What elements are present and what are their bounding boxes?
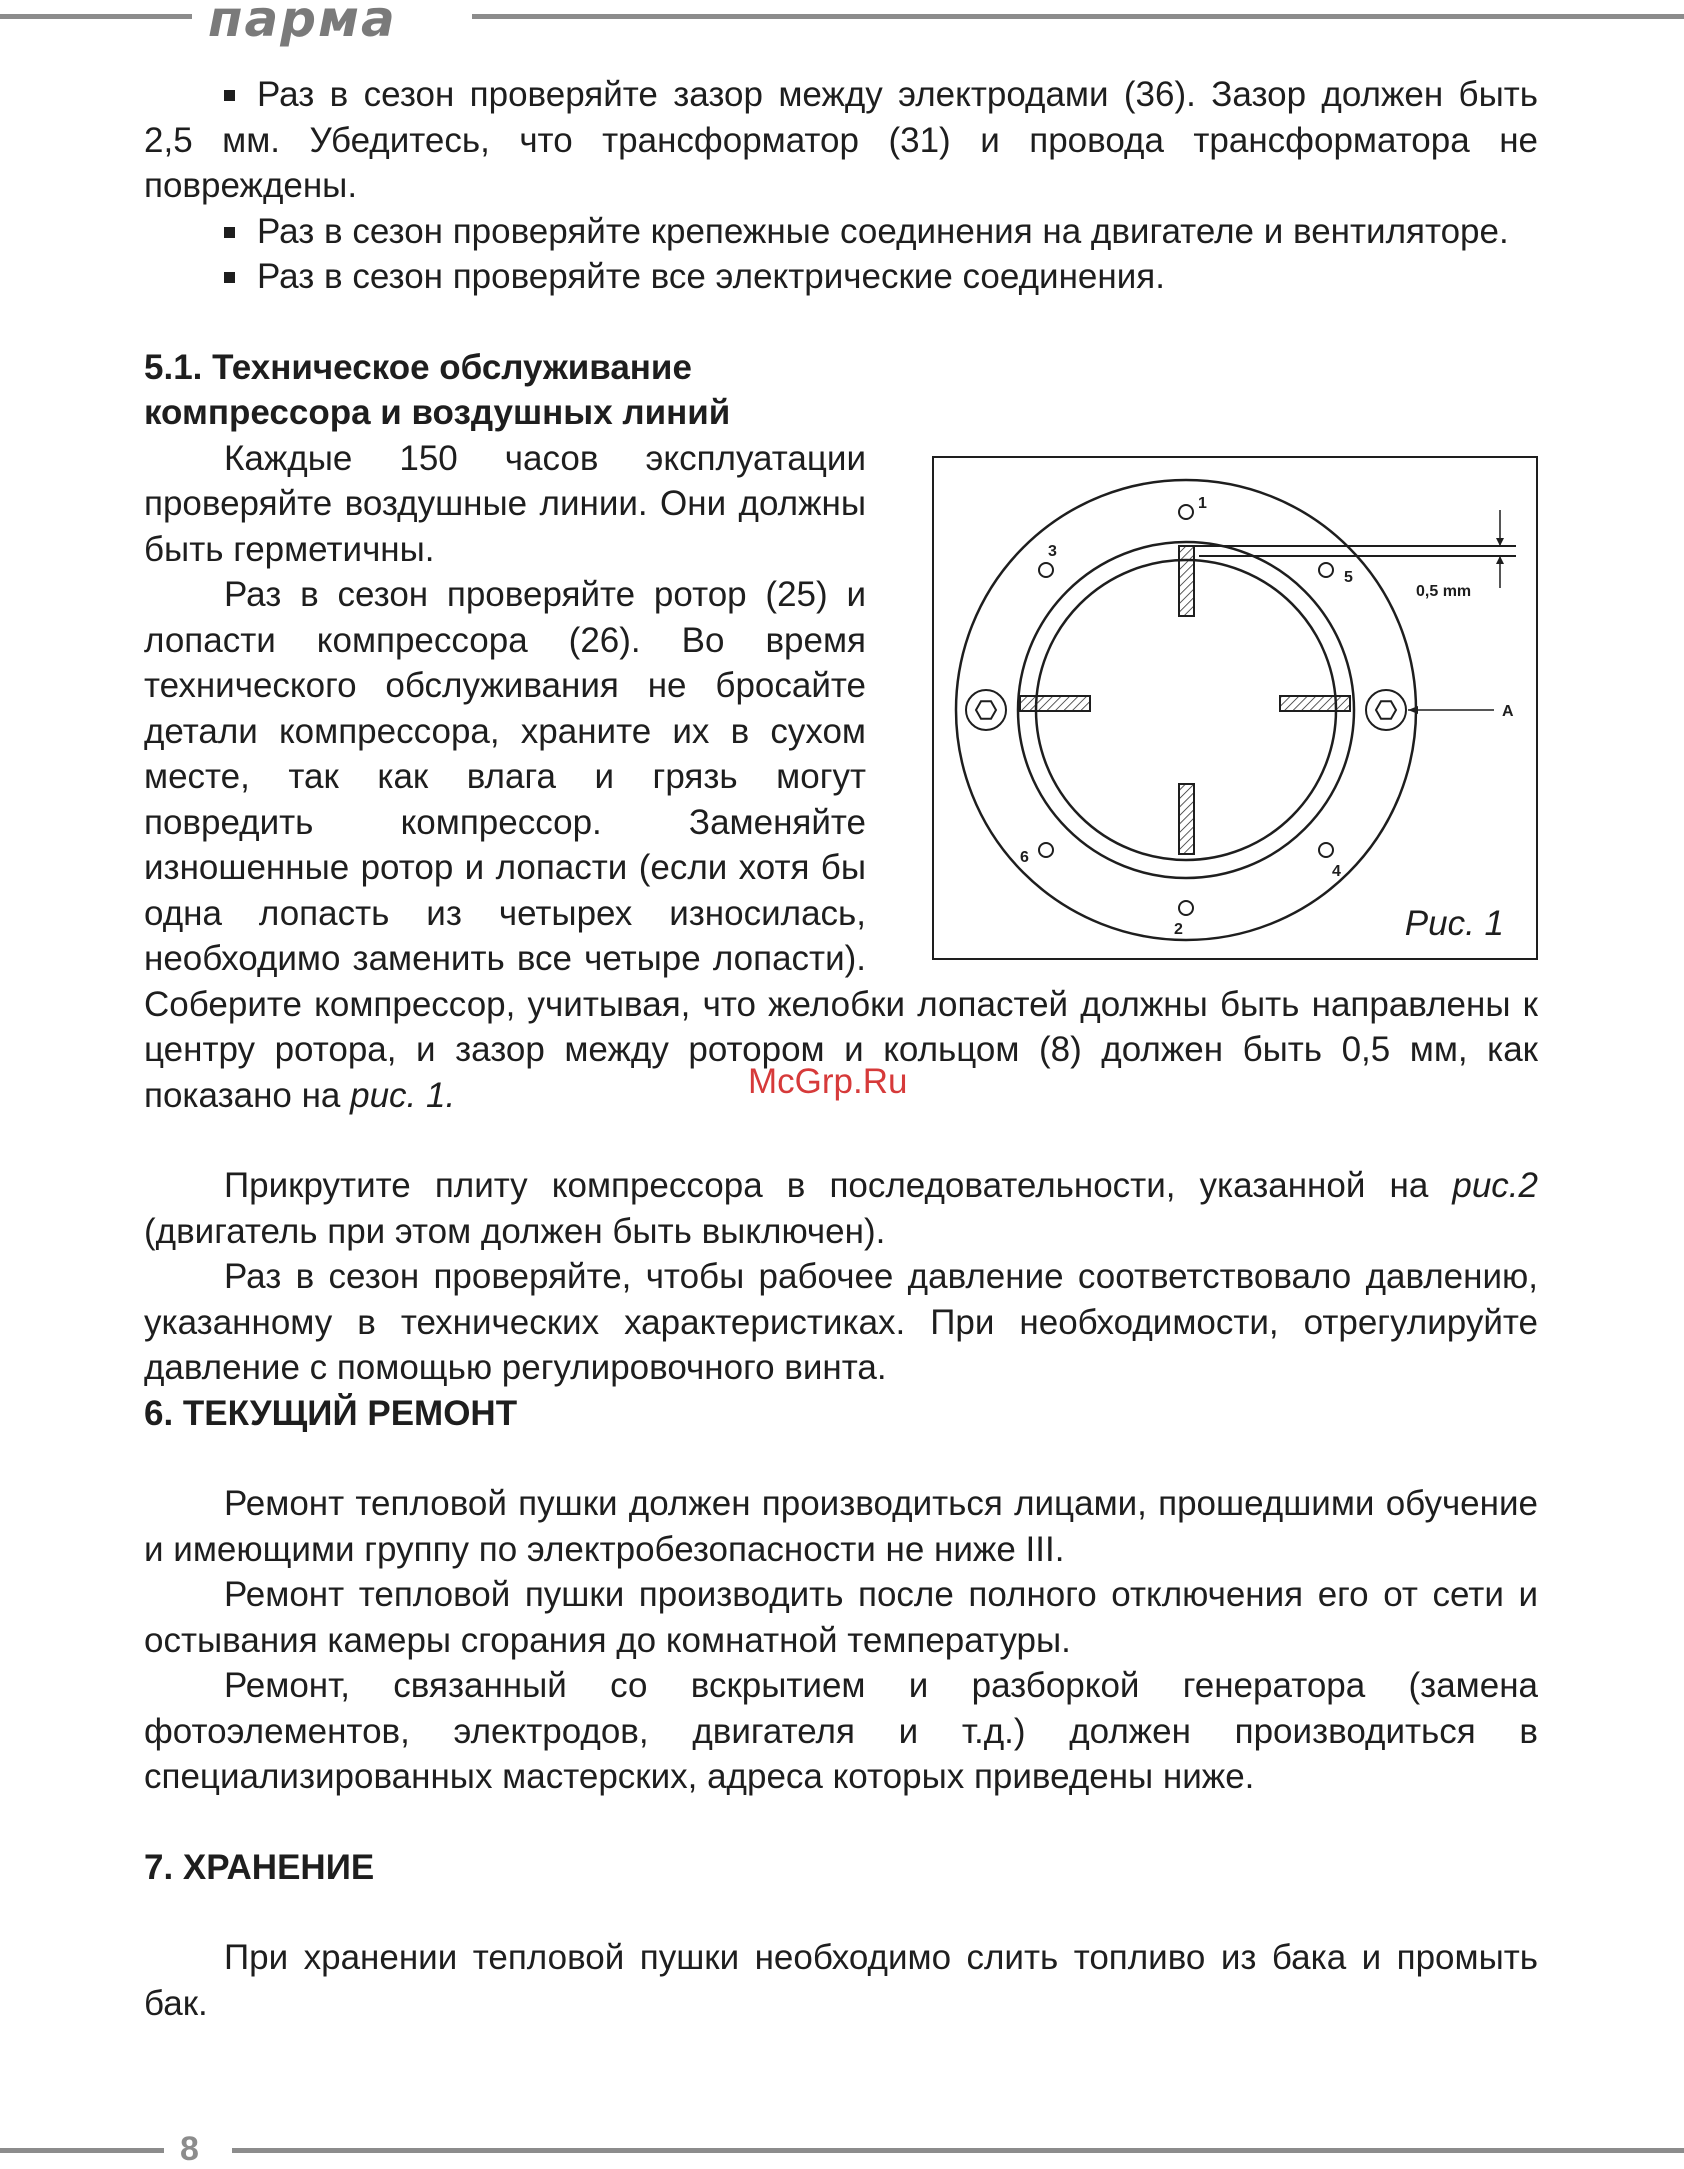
footer-rule-right [232,2148,1684,2153]
bullet-item [144,72,1538,209]
blade-top [1179,546,1194,616]
section-heading-5-1 [144,345,1538,436]
paragraph-text: (двигатель при этом должен быть выключен). [144,1211,886,1251]
hole-6 [1039,843,1053,857]
hole-5 [1319,563,1333,577]
bullet-text: Раз в сезон проверяйте крепежные соединения на двигателе и вентиляторе. [257,211,1509,251]
bolt-left-hex [976,701,996,718]
blade-bottom [1179,784,1194,854]
hole-label: 2 [1174,920,1183,938]
figure-reference: рис.2 [1452,1166,1538,1205]
hole-1 [1179,505,1193,519]
paragraph: Ремонт тепловой пушки должен производиться лицами, прошедшими обучение и имеющими группу по электробезопасности не ниже III. [144,1484,1538,1569]
pointer-label: A [1502,702,1514,720]
bullet-item [144,254,1538,300]
bolt-left [966,690,1006,730]
paragraph: Ремонт тепловой пушки производить после полного отключения его от сети и остывания камеры сгорания до комнатной температуры. [144,1575,1538,1660]
figure-reference: рис. 1. [350,1075,456,1115]
bullet-marker [224,272,235,283]
hole-label: 4 [1332,862,1341,880]
header-rule-right [472,14,1684,19]
paragraph: Каждые 150 часов эксплуатации проверяйте воздушные линии. Они должны быть герметичны. [144,438,866,569]
heading-line: компрессора и воздушных линий [144,393,731,432]
hole-label: 5 [1344,568,1353,586]
paragraph-text: Раз в сезон проверяйте ротор (25) и лопасти компрессора (26). Во время технического обслуживания не бросайте детали компрессора, храните их в сухом месте, так как влага и грязь могут повредить компрессор. Заменяйте изношенные ротор и лопасти (если хотя бы одна лопасть из четырех износилась, необходимо заменить все четыре лопасти). Соберите компрессор, учитывая, что желобки лопастей должны быть направлены к центру ротора, и зазор между ротором и кольцом (8) должен быть 0,5 мм, как показано на [144,575,1538,1115]
hole-2 [1179,901,1193,915]
hole-label: 1 [1198,494,1207,512]
bolt-right-hex [1376,701,1396,718]
figure-1 [932,456,1538,960]
watermark: McGrp.Ru [748,1062,908,1101]
footer-rule-left [0,2148,164,2153]
brand-logo: парма [208,0,397,48]
blade-left [1020,696,1090,711]
bullet-item [144,209,1538,255]
bullet-marker [224,227,235,238]
paragraph [144,1163,1538,1254]
bullet-text: Раз в сезон проверяйте зазор между электродами (36). Зазор должен быть 2,5 мм. Убедитесь, что трансформатор (31) и провода трансформатора не повреждены. [144,75,1538,205]
section-heading-6: 6. ТЕКУЩИЙ РЕМОНТ [144,1393,518,1433]
blade-right [1280,696,1350,711]
hole-label: 3 [1048,542,1057,560]
paragraph: При хранении тепловой пушки необходимо слить топливо из бака и промыть бак. [144,1938,1538,2023]
hole-3 [1039,563,1053,577]
compressor-diagram [934,458,1540,962]
paragraph-text: Прикрутите плиту компрессора в последовательности, указанной на [224,1166,1453,1205]
hole-4 [1319,843,1333,857]
figure-caption: Рис. 1 [1404,903,1504,943]
section-heading-7: 7. ХРАНЕНИЕ [144,1847,375,1887]
heading-line: 5.1. Техническое обслуживание [144,347,692,387]
hole-label: 6 [1020,848,1029,866]
page-content [144,72,1538,2026]
bolt-right [1366,690,1406,730]
page-number: 8 [180,2130,199,2168]
paragraph: Раз в сезон проверяйте, чтобы рабочее давление соответствовало давлению, указанному в технических характеристиках. При необходимости, отрегулируйте давление с помощью регулировочного винта. [144,1257,1538,1387]
header-rule-left [0,14,192,19]
paragraph: Ремонт, связанный со вскрытием и разборкой генератора (замена фотоэлементов, электродов, двигателя и т.д.) должен производиться в специализированных мастерских, адреса которых приведены ниже. [144,1666,1538,1796]
bullet-marker [224,90,235,101]
bullet-text: Раз в сезон проверяйте все электрические соединения. [257,257,1165,296]
gap-label: 0,5 mm [1416,582,1472,600]
